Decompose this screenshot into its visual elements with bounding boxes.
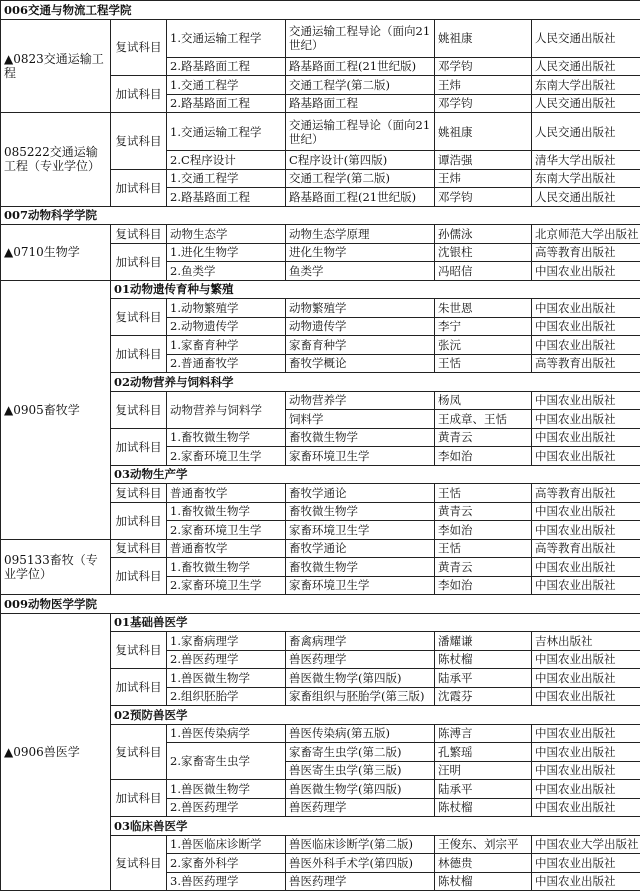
table-row [1,113,640,151]
book-publisher: 中国农业出版社 [532,872,640,891]
reference-book: 兽医药理学 [286,798,435,817]
book-author: 谭浩强 [435,151,532,170]
reference-book: 进化生物学 [286,243,435,262]
reference-book: 家畜环境卫生学 [286,576,435,595]
section-row [1,595,640,614]
table-row [1,19,640,57]
course-name: 1.畜牧微生物学 [167,558,286,577]
table-row [1,225,640,244]
book-publisher: 中国农业出版社 [532,558,640,577]
book-publisher: 中国农业出版社 [532,447,640,466]
course-name: 2.家畜环境卫生学 [167,521,286,540]
book-publisher: 人民交通出版社 [532,188,640,207]
book-publisher: 中国农业出版社 [532,761,640,780]
exam-category: 复试科目 [111,113,167,170]
book-author: 王俊东、刘宗平 [435,835,532,854]
reference-book: 家畜环境卫生学 [286,447,435,466]
exam-category: 复试科目 [111,484,167,503]
book-author: 林德贵 [435,854,532,873]
course-name: 2.兽医药理学 [167,798,286,817]
course-name: 1.畜牧微生物学 [167,428,286,447]
course-name: 3.兽医药理学 [167,872,286,891]
book-publisher: 中国农业大学出版社 [532,835,640,854]
book-publisher: 北京师范大学出版社 [532,225,640,244]
course-name: 2.C程序设计 [167,151,286,170]
book-publisher: 中国农业出版社 [532,521,640,540]
reference-book: 家畜育种学 [286,336,435,355]
book-publisher: 中国农业出版社 [532,317,640,336]
book-publisher: 东南大学出版社 [532,76,640,95]
book-publisher: 中国农业出版社 [532,743,640,762]
course-name: 2.家畜外科学 [167,854,286,873]
reference-book: C程序设计(第四版) [286,151,435,170]
reference-book: 饲料学 [286,410,435,429]
book-publisher: 人民交通出版社 [532,113,640,151]
exam-category: 复试科目 [111,632,167,669]
book-author: 邓学钧 [435,94,532,113]
book-author: 孔繁瑶 [435,743,532,762]
course-name: 1.交通工程学 [167,169,286,188]
book-author: 姚祖康 [435,19,532,57]
book-publisher: 人民交通出版社 [532,19,640,57]
course-name: 2.家畜环境卫生学 [167,576,286,595]
reference-book: 畜牧学通论 [286,484,435,503]
reference-book: 兽医药理学 [286,650,435,669]
reference-book: 路基路面工程(21世纪版) [286,57,435,76]
reference-book: 畜牧学通论 [286,539,435,558]
book-author: 陈溥言 [435,724,532,743]
book-author: 陈杖榴 [435,872,532,891]
reference-book: 交通工程学(第二版) [286,76,435,95]
course-name: 1.进化生物学 [167,243,286,262]
major-name: ▲0823交通运输工程 [1,19,111,113]
reference-book: 动物营养学 [286,391,435,410]
book-publisher: 高等教育出版社 [532,484,640,503]
book-publisher: 中国农业出版社 [532,391,640,410]
reference-book: 兽医微生物学(第四版) [286,780,435,799]
reference-book: 兽医药理学 [286,872,435,891]
reference-book: 交通运输工程导论（面向21世纪） [286,113,435,151]
book-author: 张沅 [435,336,532,355]
reference-book: 交通工程学(第二版) [286,169,435,188]
book-publisher: 中国农业出版社 [532,650,640,669]
course-name: 1.动物繁殖学 [167,299,286,318]
book-publisher: 人民交通出版社 [532,94,640,113]
book-publisher: 中国农业出版社 [532,336,640,355]
exam-category: 加试科目 [111,169,167,206]
reference-book: 鱼类学 [286,262,435,281]
book-publisher: 中国农业出版社 [532,669,640,688]
course-name: 普通畜牧学 [167,539,286,558]
book-author: 王恬 [435,539,532,558]
book-author: 沈霞芬 [435,687,532,706]
book-publisher: 中国农业出版社 [532,798,640,817]
book-author: 姚祖康 [435,113,532,151]
book-author: 杨凤 [435,391,532,410]
reference-book: 家畜寄生虫学(第二版) [286,743,435,762]
exam-category: 加试科目 [111,243,167,280]
book-publisher: 中国农业出版社 [532,687,640,706]
reference-book: 畜牧学概论 [286,354,435,373]
book-author: 李如治 [435,576,532,595]
direction-row [1,613,640,632]
course-name: 2.路基路面工程 [167,94,286,113]
reference-book: 畜牧微生物学 [286,428,435,447]
book-author: 黄青云 [435,502,532,521]
major-name: 095133畜牧（专业学位） [1,539,111,595]
reference-book: 动物繁殖学 [286,299,435,318]
book-author: 孙儒泳 [435,225,532,244]
book-author: 黄青云 [435,428,532,447]
book-publisher: 中国农业出版社 [532,854,640,873]
research-direction: 01动物遗传育种与繁殖 [111,280,640,299]
book-publisher: 中国农业出版社 [532,780,640,799]
major-name: 085222交通运输工程（专业学位） [1,113,111,207]
section-title: 006交通与物流工程学院 [1,1,640,20]
book-author: 王恬 [435,484,532,503]
course-name: 1.畜牧微生物学 [167,502,286,521]
section-title: 009动物医学学院 [1,595,640,614]
book-publisher: 东南大学出版社 [532,169,640,188]
reference-book: 动物遗传学 [286,317,435,336]
book-author: 朱世恩 [435,299,532,318]
exam-category: 加试科目 [111,428,167,465]
exam-category: 加试科目 [111,558,167,595]
book-author: 王恬 [435,354,532,373]
book-publisher: 中国农业出版社 [532,428,640,447]
book-publisher: 人民交通出版社 [532,57,640,76]
book-author: 王成章、王恬 [435,410,532,429]
book-publisher: 中国农业出版社 [532,262,640,281]
exam-category: 复试科目 [111,225,167,244]
research-direction: 01基础兽医学 [111,613,640,632]
book-publisher: 清华大学出版社 [532,151,640,170]
book-author: 邓学钧 [435,57,532,76]
exam-category: 复试科目 [111,724,167,780]
course-name: 1.兽医临床诊断学 [167,835,286,854]
book-publisher: 中国农业出版社 [532,502,640,521]
reference-book: 兽医寄生虫学(第三版) [286,761,435,780]
research-direction: 03临床兽医学 [111,817,640,836]
course-name: 1.兽医微生物学 [167,780,286,799]
course-name: 1.交通工程学 [167,76,286,95]
book-author: 汪明 [435,761,532,780]
reference-book: 兽医外科手术学(第四版) [286,854,435,873]
book-author: 潘耀谦 [435,632,532,651]
reference-book: 兽医微生物学(第四版) [286,669,435,688]
book-publisher: 高等教育出版社 [532,354,640,373]
course-name: 2.路基路面工程 [167,188,286,207]
exam-category: 复试科目 [111,835,167,891]
book-publisher: 吉林出版社 [532,632,640,651]
course-name: 2.组织胚胎学 [167,687,286,706]
major-name: ▲0905畜牧学 [1,280,111,539]
course-name: 2.家畜环境卫生学 [167,447,286,466]
course-name: 2.鱼类学 [167,262,286,281]
reference-book: 畜禽病理学 [286,632,435,651]
exam-category: 复试科目 [111,299,167,336]
course-name: 动物营养与饲料学 [167,391,286,428]
section-title: 007动物科学学院 [1,206,640,225]
major-name: ▲0710生物学 [1,225,111,281]
direction-row [1,280,640,299]
book-author: 沈银柱 [435,243,532,262]
research-direction: 02动物营养与饲料科学 [111,373,640,392]
course-name: 1.交通运输工程学 [167,113,286,151]
book-author: 李宁 [435,317,532,336]
exam-category: 加试科目 [111,669,167,706]
exam-category: 加试科目 [111,336,167,373]
book-author: 陆承平 [435,780,532,799]
book-author: 黄青云 [435,558,532,577]
book-author: 王炜 [435,169,532,188]
book-publisher: 高等教育出版社 [532,243,640,262]
book-author: 陈杖榴 [435,650,532,669]
book-author: 陆承平 [435,669,532,688]
reference-book: 兽医临床诊断学(第二版) [286,835,435,854]
exam-category: 加试科目 [111,502,167,539]
book-author: 李如治 [435,447,532,466]
section-row [1,206,640,225]
book-publisher: 中国农业出版社 [532,576,640,595]
course-name: 1.家畜育种学 [167,336,286,355]
book-author: 王炜 [435,76,532,95]
section-row [1,1,640,20]
course-name: 1.家畜病理学 [167,632,286,651]
course-name: 2.动物遗传学 [167,317,286,336]
major-name: ▲0906兽医学 [1,613,111,891]
reference-book: 家畜组织与胚胎学(第三版) [286,687,435,706]
research-direction: 02预防兽医学 [111,706,640,725]
course-name: 动物生态学 [167,225,286,244]
course-name: 1.兽医微生物学 [167,669,286,688]
reference-book: 畜牧微生物学 [286,558,435,577]
book-author: 邓学钧 [435,188,532,207]
exam-category: 复试科目 [111,391,167,428]
reference-book: 路基路面工程(21世纪版) [286,188,435,207]
reference-book: 畜牧微生物学 [286,502,435,521]
exam-category: 加试科目 [111,780,167,817]
exam-category: 加试科目 [111,76,167,113]
course-name: 普通畜牧学 [167,484,286,503]
reference-book: 动物生态学原理 [286,225,435,244]
book-author: 冯昭信 [435,262,532,281]
reference-book: 路基路面工程 [286,94,435,113]
exam-category: 复试科目 [111,539,167,558]
course-name: 2.普通畜牧学 [167,354,286,373]
book-publisher: 中国农业出版社 [532,410,640,429]
table-row [1,539,640,558]
course-name: 2.兽医药理学 [167,650,286,669]
book-publisher: 中国农业出版社 [532,299,640,318]
course-name: 2.家畜寄生虫学 [167,743,286,780]
reference-book: 交通运输工程导论（面向21世纪） [286,19,435,57]
book-author: 陈杖榴 [435,798,532,817]
book-publisher: 高等教育出版社 [532,539,640,558]
course-name: 2.路基路面工程 [167,57,286,76]
course-name: 1.交通运输工程学 [167,19,286,57]
book-author: 李如治 [435,521,532,540]
reference-book: 家畜环境卫生学 [286,521,435,540]
exam-category: 复试科目 [111,19,167,76]
research-direction: 03动物生产学 [111,465,640,484]
reference-book: 兽医传染病(第五版) [286,724,435,743]
book-publisher: 中国农业出版社 [532,724,640,743]
course-name: 1.兽医传染病学 [167,724,286,743]
